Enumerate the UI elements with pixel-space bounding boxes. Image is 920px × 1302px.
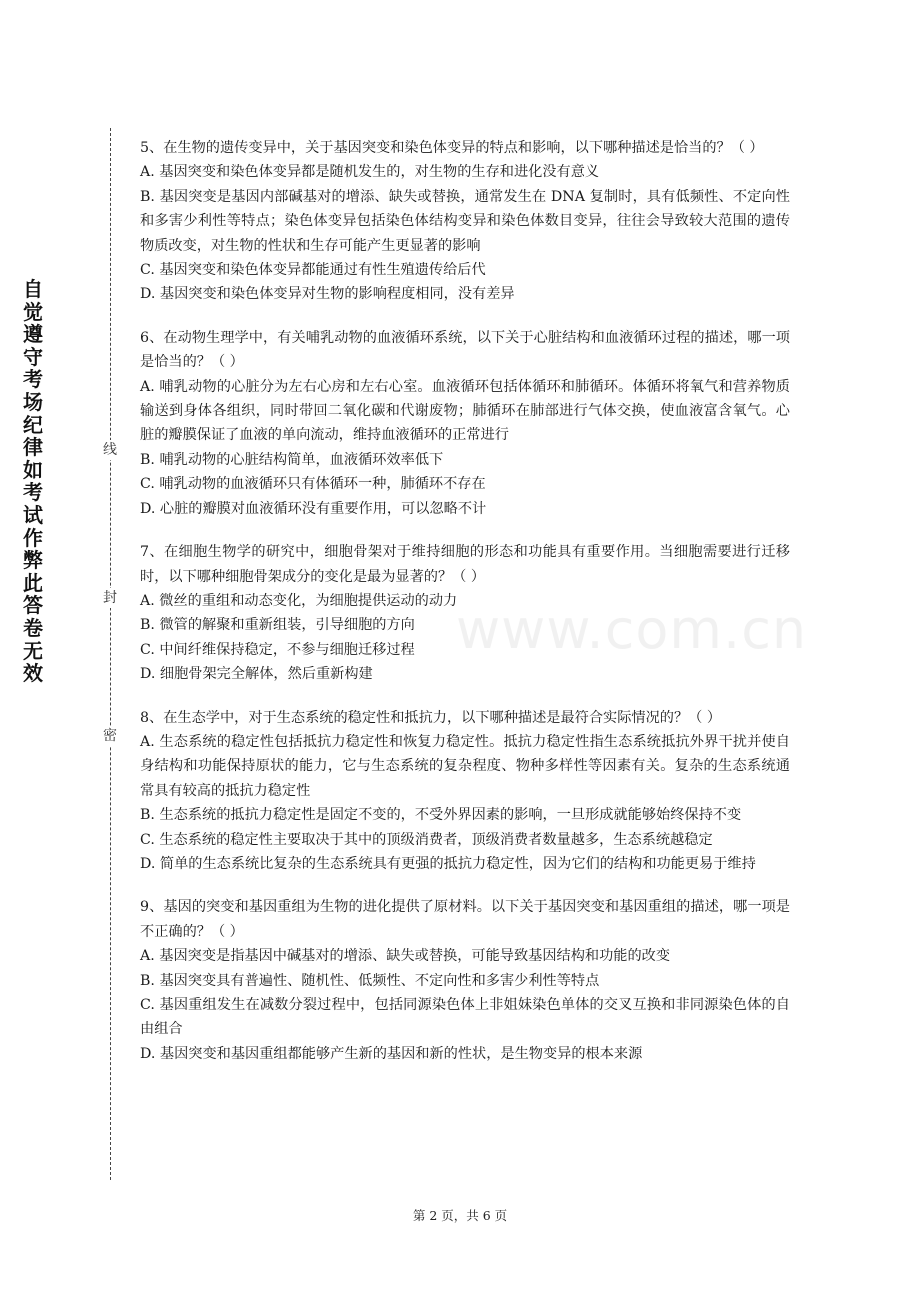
- question-6: [140, 326, 790, 521]
- question-9: [140, 895, 790, 1066]
- question-stem: 9、基因的突变和基因重组为生物的进化提供了原材料。以下关于基因突变和基因重组的描述，哪一项是不正确的？（ ）: [140, 899, 790, 940]
- question-stem: 8、在生态学中，对于生态系统的稳定性和抵抗力，以下哪种描述是最符合实际情况的？（ ）: [140, 709, 722, 726]
- option-d: D. 基因突变和基因重组都能够产生新的基因和新的性状，是生物变异的根本来源: [140, 1045, 643, 1062]
- option-c: C. 基因突变和染色体变异都能通过有性生殖遗传给后代: [140, 262, 486, 279]
- option-c: C. 生态系统的稳定性主要取决于其中的顶级消费者，顶级消费者数量越多，生态系统越稳定: [140, 831, 713, 848]
- option-a: A. 基因突变是指基因中碱基对的增添、缺失或替换，可能导致基因结构和功能的改变: [140, 948, 671, 965]
- question-7: [140, 540, 790, 686]
- option-b: B. 生态系统的抵抗力稳定性是固定不变的，不受外界因素的影响，一旦形成就能够始终保持不变: [140, 807, 742, 824]
- option-d: D. 简单的生态系统比复杂的生态系统具有更强的抵抗力稳定性，因为它们的结构和功能更易于维持: [140, 855, 756, 872]
- page-number: 第 2 页，共 6 页: [412, 1208, 508, 1223]
- binding-label-xian: 线: [103, 442, 117, 458]
- option-a: A. 哺乳动物的心脏分为左右心房和左右心室。血液循环包括体循环和肺循环。体循环将氧气和营养物质输送到身体各组织，同时带回二氧化碳和代谢废物；肺循环在肺部进行气体交换，使血液富含氧气。心脏的瓣膜保证了血液的单向流动，维持血液循环的正常进行: [140, 378, 790, 444]
- option-b: B. 微管的解聚和重新组装，引导细胞的方向: [140, 617, 415, 634]
- option-c: C. 基因重组发生在减数分裂过程中，包括同源染色体上非姐妹染色单体的交叉互换和非同源染色体的自由组合: [140, 997, 790, 1038]
- binding-label-feng: 封: [103, 590, 117, 606]
- option-d: D. 细胞骨架完全解体，然后重新构建: [140, 666, 373, 683]
- option-b: B. 基因突变具有普遍性、随机性、低频性、不定向性和多害少利性等特点: [140, 972, 600, 989]
- option-c: C. 中间纤维保持稳定，不参与细胞迁移过程: [140, 641, 415, 658]
- binding-label-mi: 密: [103, 728, 117, 744]
- option-a: A. 基因突变和染色体变异都是随机发生的，对生物的生存和进化没有意义: [140, 164, 600, 181]
- option-d: D. 心脏的瓣膜对血液循环没有重要作用，可以忽略不计: [140, 500, 487, 517]
- binding-dashed-line: [110, 128, 111, 1180]
- question-5: [140, 136, 790, 307]
- option-b: B. 哺乳动物的心脏结构简单，血液循环效率低下: [140, 451, 444, 468]
- exam-discipline-notice: 自觉遵守考场纪律如考试作弊此答卷无效: [23, 277, 43, 686]
- option-a: A. 生态系统的稳定性包括抵抗力稳定性和恢复力稳定性。抵抗力稳定性指生态系统抵抗外界干扰并使自身结构和功能保持原状的能力，它与生态系统的复杂程度、物种多样性等因素有关。复杂的生态系统通常具有较高的抵抗力稳定性: [140, 733, 790, 799]
- question-list: [140, 136, 790, 1085]
- question-stem: 6、在动物生理学中，有关哺乳动物的血液循环系统，以下关于心脏结构和血液循环过程的描述，哪一项是恰当的？（ ）: [140, 329, 790, 371]
- option-b: B. 基因突变是基因内部碱基对的增添、缺失或替换，通常发生在 DNA 复制时，具有低频性、不定向性和多害少利性等特点；染色体变异包括染色体结构变异和染色体数目变异，往往会导致较大范围的遗传物质改变，对生物的性状和生存可能产生更显著的影响: [140, 188, 790, 254]
- option-d: D. 基因突变和染色体变异对生物的影响程度相同，没有差异: [140, 286, 515, 303]
- question-stem: 7、在细胞生物学的研究中，细胞骨架对于维持细胞的形态和功能具有重要作用。当细胞需要进行迁移时，以下哪种细胞骨架成分的变化是最为显著的？（ ）: [140, 544, 790, 585]
- option-c: C. 哺乳动物的血液循环只有体循环一种，肺循环不存在: [140, 476, 486, 493]
- watermark: www.com.cn: [456, 598, 808, 661]
- option-a: A. 微丝的重组和动态变化，为细胞提供运动的动力: [140, 592, 458, 609]
- question-8: [140, 706, 790, 877]
- question-stem: 5、在生物的遗传变异中，关于基因突变和染色体变异的特点和影响，以下哪种描述是恰当的？（ ）: [140, 140, 764, 156]
